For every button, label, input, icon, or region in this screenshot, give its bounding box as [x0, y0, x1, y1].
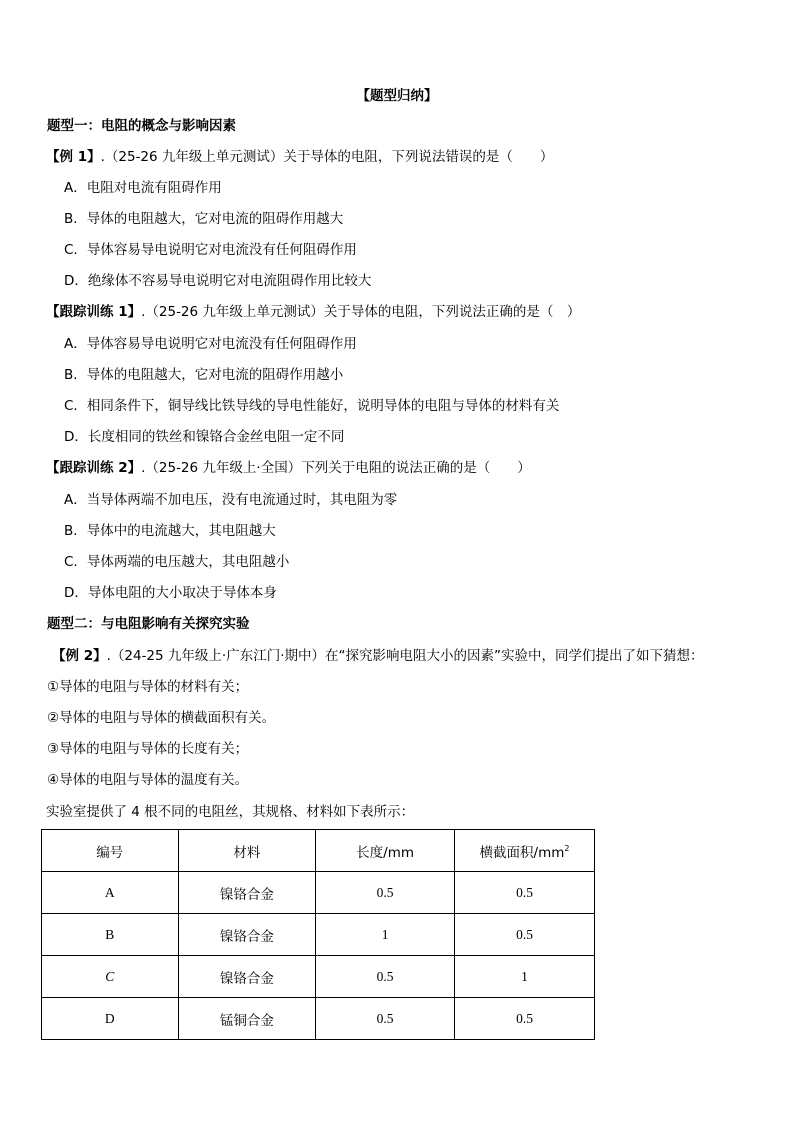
section-2-heading: 题型二：与电阻影响有关探究实验: [47, 616, 250, 632]
track-2-option-d: D．导体电阻的大小取决于导体本身: [64, 585, 277, 601]
example-1-question: [46, 147, 553, 167]
cell-area: 0.5: [455, 998, 595, 1040]
track-1-label: 【跟踪训练 1】: [46, 304, 142, 320]
example-2-label: 【例 2】: [52, 648, 107, 664]
track-1-option-c: C．相同条件下，铜导线比铁导线的导电性能好，说明导体的电阻与导体的材料有关: [64, 398, 560, 414]
example-1-option-d: D．绝缘体不容易导电说明它对电流阻碍作用比较大: [64, 273, 372, 289]
header-area-exponent: 2: [564, 843, 570, 853]
example-1-text: .（25-26 九年级上单元测试）关于导体的电阻，下列说法错误的是（ ）: [100, 149, 554, 165]
header-material: 材料: [178, 830, 316, 872]
cell-area: 0.5: [455, 914, 595, 956]
cell-length: 0.5: [316, 998, 455, 1040]
guess-3: ③导体的电阻与导体的长度有关；: [47, 741, 249, 757]
resistance-wire-table: [41, 829, 595, 1040]
example-2-question: [52, 646, 703, 666]
track-2-option-b: B．导体中的电流越大，其电阻越大: [64, 523, 276, 539]
track-2-text: .（25-26 九年级上·全国）下列关于电阻的说法正确的是（ ）: [141, 460, 531, 476]
guess-4: ④导体的电阻与导体的温度有关。: [47, 772, 249, 788]
table-row: [42, 956, 595, 998]
example-1-option-c: C．导体容易导电说明它对电流没有任何阻碍作用: [64, 242, 357, 258]
section-1-heading: 题型一：电阻的概念与影响因素: [47, 118, 236, 134]
track-2-option-a: A．当导体两端不加电压，没有电流通过时，其电阻为零: [64, 492, 398, 508]
cell-material: 镍铬合金: [178, 914, 316, 956]
header-length: 长度/mm: [316, 830, 455, 872]
track-1-option-d: D．长度相同的铁丝和镍铬合金丝电阻一定不同: [64, 429, 345, 445]
table-row: [42, 872, 595, 914]
cell-id: C: [42, 956, 179, 998]
track-1-option-b: B．导体的电阻越大，它对电流的阻碍作用越小: [64, 367, 344, 383]
table-row: [42, 998, 595, 1040]
cell-area: 1: [455, 956, 595, 998]
cell-material: 镍铬合金: [178, 956, 316, 998]
page-title: 【题型归纳】: [356, 88, 438, 104]
example-1-option-a: A．电阻对电流有阻碍作用: [64, 180, 222, 196]
example-2-text: .（24-25 九年级上·广东江门·期中）在“探究影响电阻大小的因素”实验中，同学们提出了如下猜想：: [106, 648, 704, 664]
track-1-question: [46, 302, 580, 322]
track-1-option-a: A．导体容易导电说明它对电流没有任何阻碍作用: [64, 336, 357, 352]
cell-length: 0.5: [316, 956, 455, 998]
table-row: [42, 914, 595, 956]
header-id: 编号: [42, 830, 179, 872]
track-2-option-c: C．导体两端的电压越大，其电阻越小: [64, 554, 290, 570]
cell-id: B: [42, 914, 179, 956]
example-1-label: 【例 1】: [46, 149, 101, 165]
cell-area: 0.5: [455, 872, 595, 914]
table-header-row: [42, 830, 595, 872]
guess-2: ②导体的电阻与导体的横截面积有关。: [47, 710, 276, 726]
cell-material: 镍铬合金: [178, 872, 316, 914]
example-1-option-b: B．导体的电阻越大，它对电流的阻碍作用越大: [64, 211, 344, 227]
track-1-text: .（25-26 九年级上单元测试）关于导体的电阻，下列说法正确的是（ ）: [141, 304, 581, 320]
cell-id: D: [42, 998, 179, 1040]
table-intro: 实验室提供了 4 根不同的电阻丝，其规格、材料如下表所示：: [46, 804, 415, 820]
cell-length: 0.5: [316, 872, 455, 914]
track-2-label: 【跟踪训练 2】: [46, 460, 142, 476]
cell-length: 1: [316, 914, 455, 956]
track-2-question: [46, 458, 531, 478]
header-area-text: 横截面积/mm: [479, 844, 565, 861]
cell-material: 锰铜合金: [178, 998, 316, 1040]
cell-id: A: [42, 872, 179, 914]
header-area: [455, 830, 595, 872]
guess-1: ①导体的电阻与导体的材料有关；: [47, 679, 249, 695]
